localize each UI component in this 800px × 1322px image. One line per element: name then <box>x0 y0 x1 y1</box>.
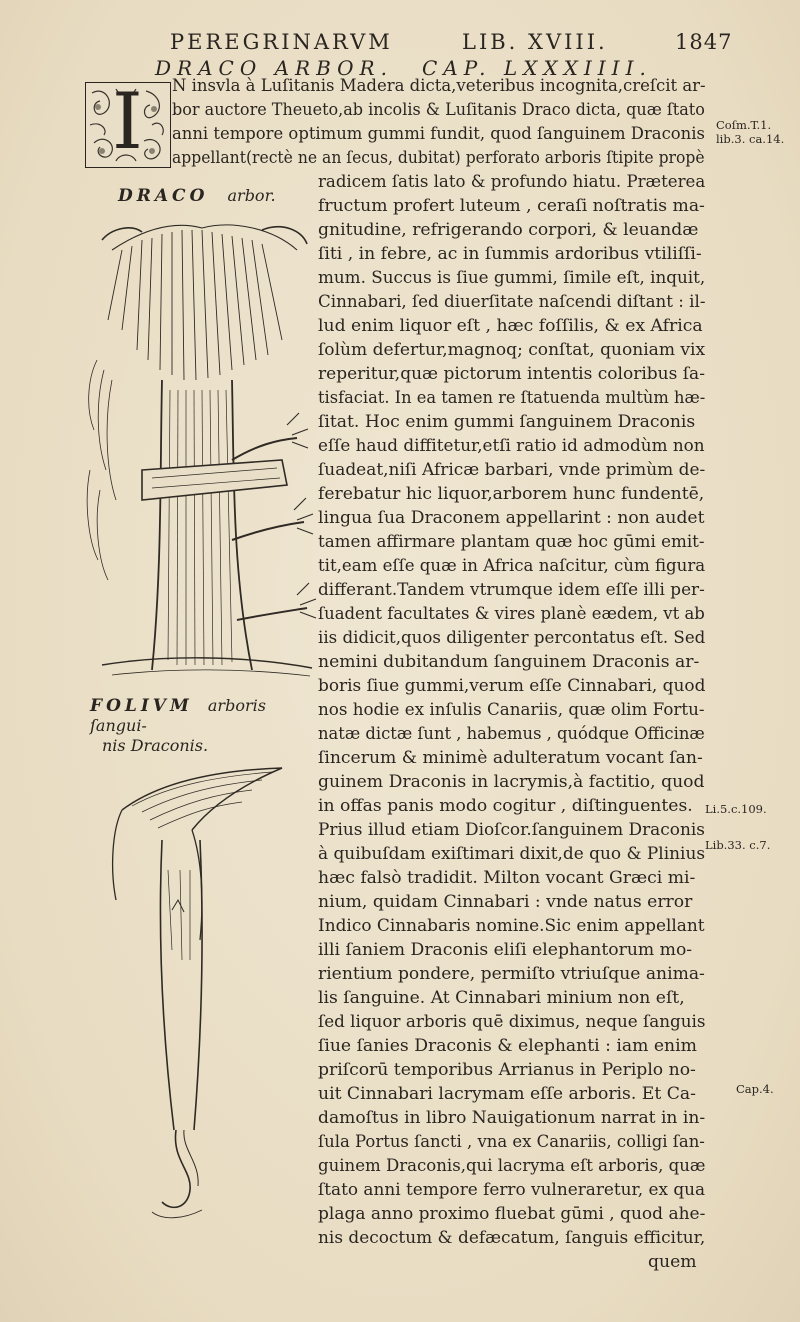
text-line: Cinnabari, ſed diuerſitate naſcendi diſtant : il- <box>318 292 706 312</box>
text-line: in offas panis modo cogitur , diſtinguentes. <box>318 796 693 816</box>
chapter-title: DRACO ARBOR. <box>155 56 393 80</box>
text-line: nium, quidam Cinnabari : vnde natus error <box>318 892 693 912</box>
text-line: ſiti , in febre, ac in ſummis ardoribus vtiliſſi- <box>318 244 702 264</box>
initial-letter: I <box>112 77 143 167</box>
decorated-initial <box>85 77 171 168</box>
text-line: mum. Succus is ſiue gummi, ſimile eſt, inquit, <box>318 268 706 288</box>
leaf-caption-name: FOLIVM <box>90 696 193 716</box>
margin-note: Lib.33. c.7. <box>705 838 771 852</box>
text-line: radicem ſatis lato & profundo hiatu. Præterea <box>318 172 706 192</box>
dragon-tree-woodcut-icon <box>82 210 322 680</box>
text-line: ſuadeat,niſi Africæ barbari, vnde primùm de- <box>318 460 706 480</box>
text-line: hæc falsò tradidit. Milton vocant Græci mi- <box>318 868 696 888</box>
text-line: lingua ſua Draconem appellarint : non audet <box>318 508 705 528</box>
text-line: ſitat. Hoc enim gummi ſanguinem Draconis <box>318 412 696 432</box>
text-line: nis decoctum & defæcatum, ſanguis efficitur, <box>318 1228 706 1248</box>
text-line: ferebatur hic liquor,arborem hunc fundentē, <box>318 484 705 504</box>
text-line: boris ſiue gummi,verum eſſe Cinnabari, quod <box>318 676 706 696</box>
chapter-number: CAP. LXXXIIII. <box>422 56 652 80</box>
text-line: iis didicit,quos diligenter percontatus eſt. Sed <box>318 628 706 648</box>
page-number: 1847 <box>675 30 733 54</box>
text-line: tit,eam eſſe quæ in Africa naſcitur, cùm figura <box>318 556 706 576</box>
text-line: eſſe haud diffitetur,etſi ratio id admodùm non <box>318 436 705 456</box>
text-line: lud enim liquor eſt , hæc foſſilis, & ex Africa <box>318 316 703 336</box>
text-line: Indico Cinnabaris nomine.Sic enim appellant <box>318 916 705 936</box>
text-line: plaga anno proximo fluebat gūmi , quod ahe- <box>318 1204 706 1224</box>
text-line: N insvla à Luſitanis Madera dicta,veteribus incognita,creſcit ar- <box>172 76 706 96</box>
text-line: guinem Draconis,qui lacryma eſt arboris, quæ <box>318 1156 706 1176</box>
running-head-title: PEREGRINARVM <box>170 30 393 54</box>
text-line: quem <box>648 1252 697 1272</box>
text-line: ſiue ſanies Draconis & elephanti : iam enim <box>318 1036 697 1056</box>
text-line: illi ſaniem Draconis eliſi elephantorum mo- <box>318 940 693 960</box>
text-line: damoſtus in libro Nauigationum narrat in in- <box>318 1108 706 1128</box>
text-line: ſula Portus ſancti , vna ex Canariis, colligi ſan- <box>318 1132 705 1152</box>
margin-note: Cap.4. <box>736 1082 774 1096</box>
margin-note: lib.3. ca.14. <box>716 132 785 146</box>
text-line: natæ dictæ ſunt , habemus , quódque Officinæ <box>318 724 705 744</box>
text-line: fructum profert luteum , ceraſi noſtratis ma- <box>318 196 705 216</box>
text-line: guinem Draconis in lacrymis,à factitio, quod <box>318 772 705 792</box>
text-line: lis ſanguine. At Cinnabari minium non eſt, <box>318 988 685 1008</box>
text-line: ſed liquor arboris quē diximus, neque ſanguis <box>318 1012 706 1032</box>
text-line: priſcorū temporibus Arrianus in Periplo no- <box>318 1060 696 1080</box>
text-line: uit Cinnabari lacrymam eſſe arboris. Et Ca- <box>318 1084 696 1104</box>
text-line: ſolùm defertur,magnoq; conſtat, quoniam vix <box>318 340 706 360</box>
running-head <box>170 30 750 54</box>
leaf-caption-line1: arboris ſangui- <box>90 696 266 735</box>
tree-caption-word: arbor. <box>227 186 276 205</box>
text-line: reperitur,quæ pictorum intentis coloribus ſa- <box>318 364 705 384</box>
text-line: nemini dubitandum ſanguinem Draconis ar- <box>318 652 700 672</box>
text-line: ſtato anni tempore ferro vulneraretur, ex qua <box>318 1180 706 1200</box>
text-line: anni tempore optimum gummi fundit, quod ſanguinem Draconis <box>172 124 705 144</box>
text-line: Prius illud etiam Dioſcor.ſanguinem Draconis <box>318 820 705 840</box>
dragon-tree-leaf-woodcut-icon <box>92 750 302 1230</box>
leaf-caption-line2: nis Draconis. <box>102 736 209 755</box>
margin-note: Li.5.c.109. <box>705 802 767 816</box>
text-line: nos hodie ex inſulis Canariis, quæ olim Fortu- <box>318 700 705 720</box>
tree-caption-name: DRACO <box>118 186 209 206</box>
text-line: à quibuſdam exiſtimari dixit,de quo & Plinius <box>318 844 706 864</box>
text-line: ſincerum & minimè adulteratum vocant ſan- <box>318 748 703 768</box>
text-line: ſuadent facultates & vires planè eædem, vt ab <box>318 604 705 624</box>
tree-caption <box>118 186 276 206</box>
running-head-book: LIB. XVIII. <box>462 30 608 54</box>
text-line: rientium pondere, permiſto vtriuſque anima- <box>318 964 705 984</box>
text-line: appellant(rectè ne an ſecus, dubitat) perforato arboris ſtipite propè <box>172 148 705 168</box>
text-line: tisfaciat. In ea tamen re ſtatuenda multùm hæ- <box>318 388 706 408</box>
text-line: gnitudine, refrigerando corpori, & leuandæ <box>318 220 699 240</box>
text-line: bor auctore Theueto,ab incolis & Luſitanis Draco dicta, quæ ſtato <box>172 100 705 120</box>
margin-note: Coſm.T.1. <box>716 118 772 132</box>
leaf-caption <box>90 696 310 756</box>
text-line: differant.Tandem vtrumque idem eſſe illi per- <box>318 580 705 600</box>
text-line: tamen affirmare plantam quæ hoc gūmi emit- <box>318 532 705 552</box>
